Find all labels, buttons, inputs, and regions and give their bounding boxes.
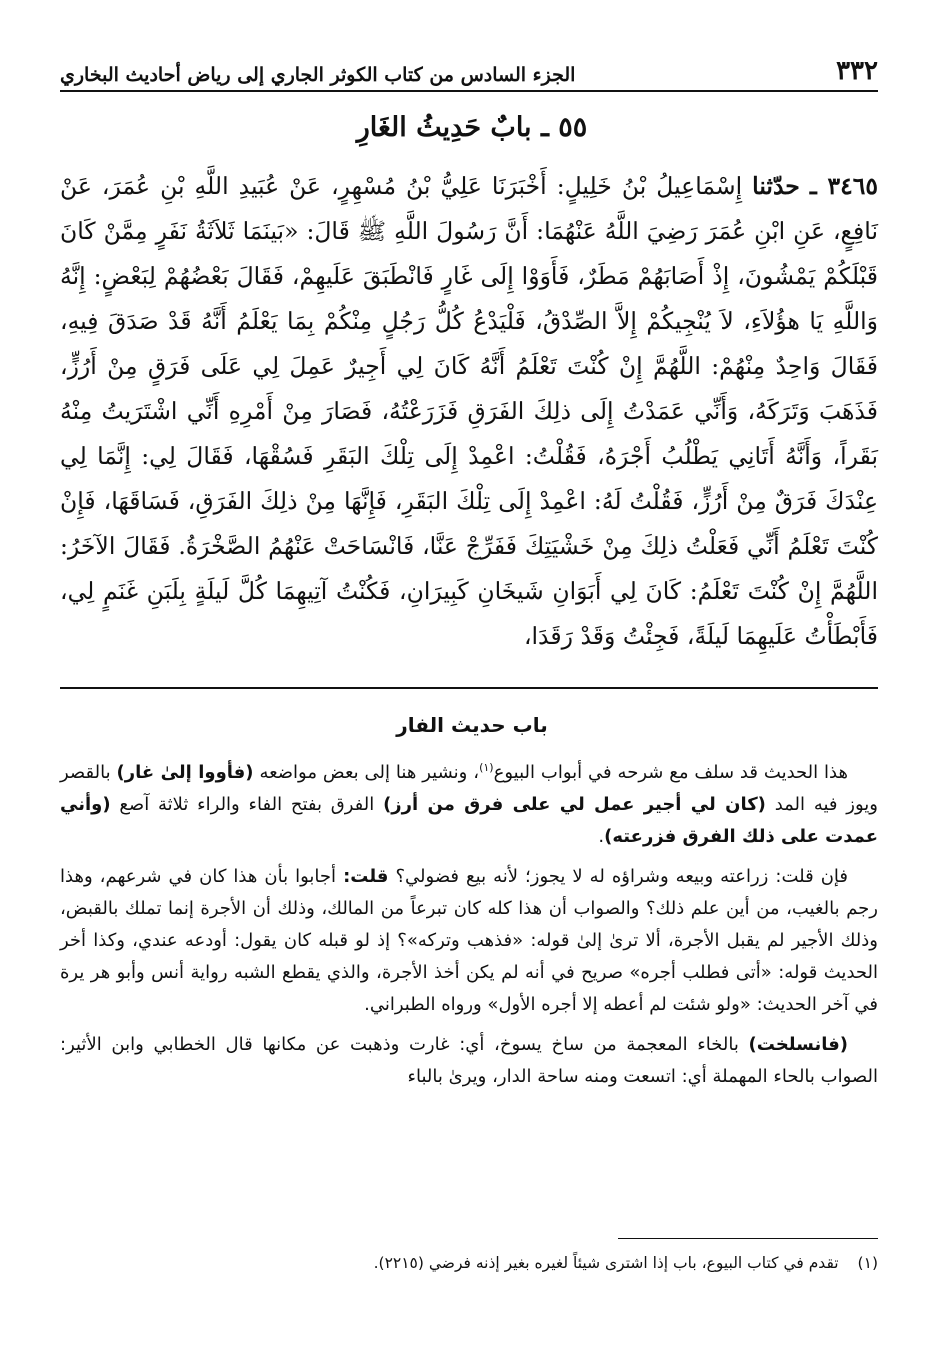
- text-segment: فإن قلت: زراعته وبيعه وشراؤه له لا يجوز؛ لأنه بيع فضولي؟: [395, 866, 849, 887]
- hadith-opening: حدّثنا: [752, 172, 800, 200]
- page-number: ٣٣٢: [836, 56, 878, 86]
- quoted-phrase: (كان لي أجير عمل لي على فرق من أرز): [383, 794, 766, 815]
- footnote-text: تقدم في كتاب البيوع، باب إذا اشترى شيئاً لغيره بغير إذنه فرضي (٢٢١٥).: [373, 1254, 839, 1272]
- text-segment: أجابوا بأن هذا كان في شرعهم، وهذا رجم بالغيب، من أين علم ذلك؟ والصواب أن هذا كله كان تبرعاً من المالك، وذلك أن الأجرة إنما تملك بالقبض، وذلك الأجير لم يقبل الأجرة، ألا ترىٰ إلىٰ قوله: «فذهب وتركه»؟ إذ لو قبله كان يقول: أودعه عندي، وكذا أخر الحديث قوله: «أتى فطلب أجره» صريح في أنه لم يكن أخذ الأجرة، والذي يقطع الشبه رواية أنس وأبو هر يرة في آخر الحديث: «ولو شئت لم أعطه إلا أجره الأول» ورواه الطبراني.: [60, 866, 878, 1015]
- hadith-text-block: [60, 164, 878, 659]
- commentary-paragraph-3: [60, 1029, 878, 1093]
- text-segment: بالقصر ويوز فيه المد: [60, 762, 878, 815]
- commentary-paragraph-2: [60, 861, 878, 1021]
- text-segment: الفرق بفتح الفاء والراء ثلاثة آصع: [119, 794, 375, 815]
- running-title: الجزء السادس من كتاب الكوثر الجاري إلى رياض أحاديث البخاري: [60, 64, 576, 86]
- quoted-phrase: (فانسلخت): [748, 1034, 848, 1055]
- footnote: [60, 1250, 878, 1276]
- text-segment: بالخاء المعجمة من ساخ يسوخ، أي: غارت وذهبت عن مكانها قال الخطابي وابن الأثير: الصواب بالحاء المهملة أي: اتسعت ومنه ساحة الدار، ويرىٰ بالباء: [60, 1034, 878, 1087]
- commentary-title: باب حديث الفار: [396, 713, 548, 737]
- footnote-number: (١): [857, 1254, 878, 1272]
- page-header: [60, 58, 878, 92]
- footnote-rule: [618, 1238, 878, 1239]
- quoted-phrase: (فأووا إلىٰ غار): [116, 762, 254, 783]
- hadith-body: إِسْمَاعِيلُ بْنُ خَلِيلٍ: أَخْبَرَنَا عَلِيُّ بْنُ مُسْهِرٍ، عَنْ عُبَيدِ اللَّهِ بْنِ عُمَرَ، عَنْ نَافِعٍ، عَنِ ابْنِ عُمَرَ رَضِيَ اللَّهُ عَنْهُمَا: أَنَّ رَسُولَ اللَّهِ ﷺ قَالَ: «بَينَمَا ثَلاَثَةُ نَفَرٍ مِمَّنْ كَانَ قَبْلَكُمْ يَمْشُونَ، إِذْ أَصَابَهُمْ مَطَرٌ، فَأَوَوْا إِلَى غَارٍ فَانْطَبَقَ عَلَيهِمْ، فَقَالَ بَعْضُهُمْ لِبَعْضٍ: إِنَّهُ وَاللَّهِ يَا هؤُلاَءِ، لاَ يُنْجِيكُمْ إِلاَّ الصِّدْقُ، فَلْيَدْعُ كُلُّ رَجُلٍ مِنْكُمْ بِمَا يَعْلَمُ أَنَّهُ قَدْ صَدَقَ فِيهِ، فَقَالَ وَاحِدٌ مِنْهُمْ: اللَّهُمَّ إِنْ كُنْتَ تَعْلَمُ أَنَّهُ كَانَ لِي أَجِيرٌ عَمِلَ لِي عَلَى فَرَقٍ مِنْ أَرُزٍّ، فَذَهَبَ وَتَرَكَهُ، وَأَنِّي عَمَدْتُ إِلَى ذلِكَ الفَرَقِ فَزَرَعْتُهُ، فَصَارَ مِنْ أَمْرِهِ أَنِّي اشْتَرَيتُ مِنْهُ بَقَراً، وَأَنَّهُ أَتَانِي يَطْلُبُ أَجْرَهُ، فَقُلْتُ: اعْمِدْ إِلَى تِلْكَ البَقَرِ فَسُقْهَا، فَقَالَ لِي: إِنَّمَا لِي عِنْدَكَ فَرَقٌ مِنْ أَرُزٍّ، فَقُلْتُ لَهُ: اعْمِدْ إِلَى تِلْكَ البَقَرِ، فَإِنَّهَا مِنْ ذلِكَ الفَرَقِ، فَسَاقَهَا، فَإِنْ كُنْتَ تَعْلَمُ أَنِّي فَعَلْتُ ذلِكَ مِنْ خَشْيَتِكَ فَفَرِّجْ عَنَّا، فَانْسَاحَتْ عَنْهُمُ الصَّخْرَةُ. فَقَالَ الآخَرُ: اللَّهُمَّ إِنْ كُنْتَ تَعْلَمُ: كَانَ لِي أَبَوَانِ شَيخَانِ كَبِيرَانِ، فَكُنْتُ آتِيهِمَا كُلَّ لَيلَةٍ بِلَبَنِ غَنَمٍ لِي، فَأَبْطَأْتُ عَلَيهِمَا لَيلَةً، فَجِئْتُ وَقَدْ رَقَدَا،: [60, 172, 879, 650]
- commentary-block: [60, 752, 878, 1101]
- footnote-ref: (١): [479, 761, 494, 774]
- commentary-paragraph-1: [60, 752, 878, 853]
- text-segment: ، ونشير هنا إلى بعض مواضعه: [259, 762, 480, 783]
- section-divider: [60, 687, 878, 689]
- text-segment: هذا الحديث قد سلف مع شرحه في أبواب البيوع: [493, 762, 848, 783]
- quoted-phrase: (وأني عمدت على ذلك الفرق فزرعته): [60, 794, 878, 847]
- hadith-number: ٣٤٦٥ ـ: [809, 172, 878, 200]
- quoted-phrase: قلت:: [343, 866, 389, 887]
- text-segment: .: [598, 826, 605, 847]
- chapter-title: ٥٥ ـ بابٌ حَدِيثُ الغَارِ: [356, 112, 588, 143]
